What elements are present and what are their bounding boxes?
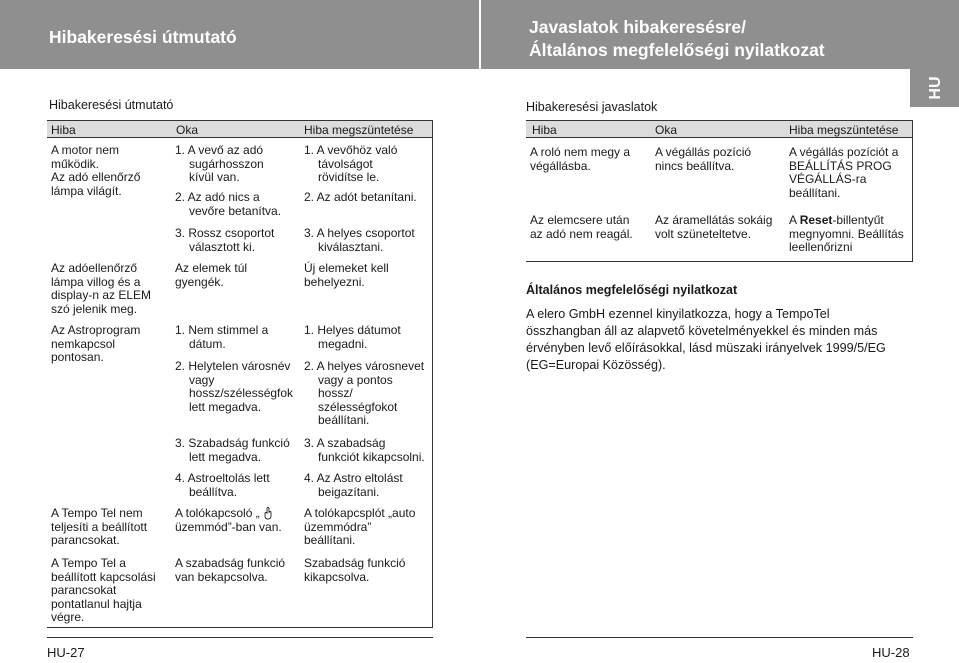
right-row1-hiba: A roló nem megy a végállásba. <box>530 145 631 173</box>
left-section-title: Hibakeresési útmutató <box>49 98 174 112</box>
left-row4-fix-item: A tolókapcsplót „auto üzemmódra” beállítani. <box>304 506 416 548</box>
left-row4-oka-item: A tolókapcsoló „ üzemmód”-ban van. <box>175 506 282 534</box>
left-row1-oka-item: 3. Rossz csoportot választott ki. <box>175 226 275 254</box>
left-row2-hiba: Az adóellenőrző lámpa villog és a display-n az ELEM szó jelenik meg. <box>51 261 152 316</box>
left-row3-oka-item: 3. Szabadság funkció lett megadva. <box>175 436 290 464</box>
right-row2-fix: A Reset-billentyűt megnyomni. Beállítás leellenőrizni <box>789 213 904 255</box>
right-header-title: Javaslatok hibakeresésre/ Általános megfelelőségi nyilatkozat <box>529 17 825 60</box>
left-row3-oka-item: 1. Nem stimmel a dátum. <box>175 323 269 351</box>
left-row2-fix-item: Új elemeket kell behelyezni. <box>304 261 389 289</box>
left-table-right-border <box>432 120 433 628</box>
col-oka: Oka <box>176 123 199 137</box>
right-page-header <box>481 0 959 69</box>
col-hiba: Hiba <box>51 123 76 137</box>
col-fix: Hiba megszüntetése <box>304 123 414 137</box>
col-hiba: Hiba <box>532 123 557 137</box>
left-page-number: HU-27 <box>47 645 85 660</box>
left-row4-hiba: A Tempo Tel nem teljesíti a beállított parancsokat. <box>51 506 148 548</box>
left-table-header <box>47 120 433 138</box>
left-table-bottom-border <box>47 627 433 628</box>
left-row3-fix-item: 2. A helyes városnevet vagy a pontos hossz/ szélességfokot beállítani. <box>304 359 425 428</box>
left-row5-hiba: A Tempo Tel a beállított kapcsolási parancsokat pontatlanul hajtja végre. <box>51 556 156 625</box>
left-row2-oka-item: Az elemek túl gyengék. <box>175 261 248 289</box>
col-oka: Oka <box>655 123 678 137</box>
left-row3-oka-item: 4. Astroeltolás lett beállítva. <box>175 471 270 499</box>
col-fix: Hiba megszüntetése <box>789 123 899 137</box>
right-section-title: Hibakeresési javaslatok <box>526 100 658 114</box>
declaration-body: A elero GmbH ezennel kinyilatkozza, hogy a TempoTel összhangban áll az alapvető követelményekkel és minden más érvényben levő előírásokkal, lásd müszaki irányelvek 1999/5/EG (EG=Europai Közösség). <box>526 307 886 372</box>
language-tab <box>910 69 959 107</box>
left-row5-oka-item: A szabadság funkció van bekapcsolva. <box>175 556 286 584</box>
left-row3-fix-item: 4. Az Astro eltolást beigazítani. <box>304 471 403 499</box>
left-row1-hiba: A motor nem működik. Az adó ellenőrző lámpa világít. <box>51 143 141 198</box>
left-row3-hiba: Az Astroprogram nemkapcsol pontosan. <box>51 323 141 365</box>
left-row3-oka-item: 2. Helytelen városnév vagy hossz/szélességfok lett megadva. <box>175 359 294 414</box>
left-footer-rule <box>47 637 433 638</box>
left-row1-fix-item: 1. A vevőhöz való távolságot rövidítse le. <box>304 143 398 185</box>
left-row5-fix-item: Szabadság funkció kikapcsolva. <box>304 556 406 584</box>
right-footer-rule <box>526 637 913 638</box>
left-header-title: Hibakeresési útmutató <box>49 27 237 47</box>
left-row1-oka-item: 2. Az adó nics a vevőre betanítva. <box>175 190 282 218</box>
left-row1-fix-item: 3. A helyes csoportot kiválasztani. <box>304 226 415 254</box>
language-tab-label: HU <box>927 76 944 100</box>
declaration-title: Általános megfelelőségi nyilatkozat <box>526 283 738 297</box>
hand-icon <box>263 507 273 520</box>
right-table-header <box>526 120 913 138</box>
left-page-header <box>0 0 479 69</box>
right-page-number: HU-28 <box>872 645 910 660</box>
right-row2-hiba: Az elemcsere után az adó nem reagál. <box>530 213 633 241</box>
left-row3-fix-item: 1. Helyes dátumot megadni. <box>304 323 401 351</box>
left-row3-fix-item: 3. A szabadság funkciót kikapcsolni. <box>304 436 425 464</box>
left-row1-fix-item: 2. Az adót betanítani. <box>304 190 417 204</box>
right-row1-oka: A végállás pozíció nincs beállítva. <box>655 145 752 173</box>
right-table-bottom-border <box>526 261 913 262</box>
reset-key-label: Reset <box>799 213 833 227</box>
left-row1-oka-item: 1. A vevő az adó sugárhosszon kívül van. <box>175 143 264 185</box>
right-table-right-border <box>912 120 913 262</box>
right-row1-fix: A végállás pozíciót a BEÁLLÍTÁS PROG VÉGÁLLÁS-ra beállítani. <box>789 145 899 200</box>
right-row2-oka: Az áramellátás sokáig volt szüneteltetve. <box>655 213 773 241</box>
